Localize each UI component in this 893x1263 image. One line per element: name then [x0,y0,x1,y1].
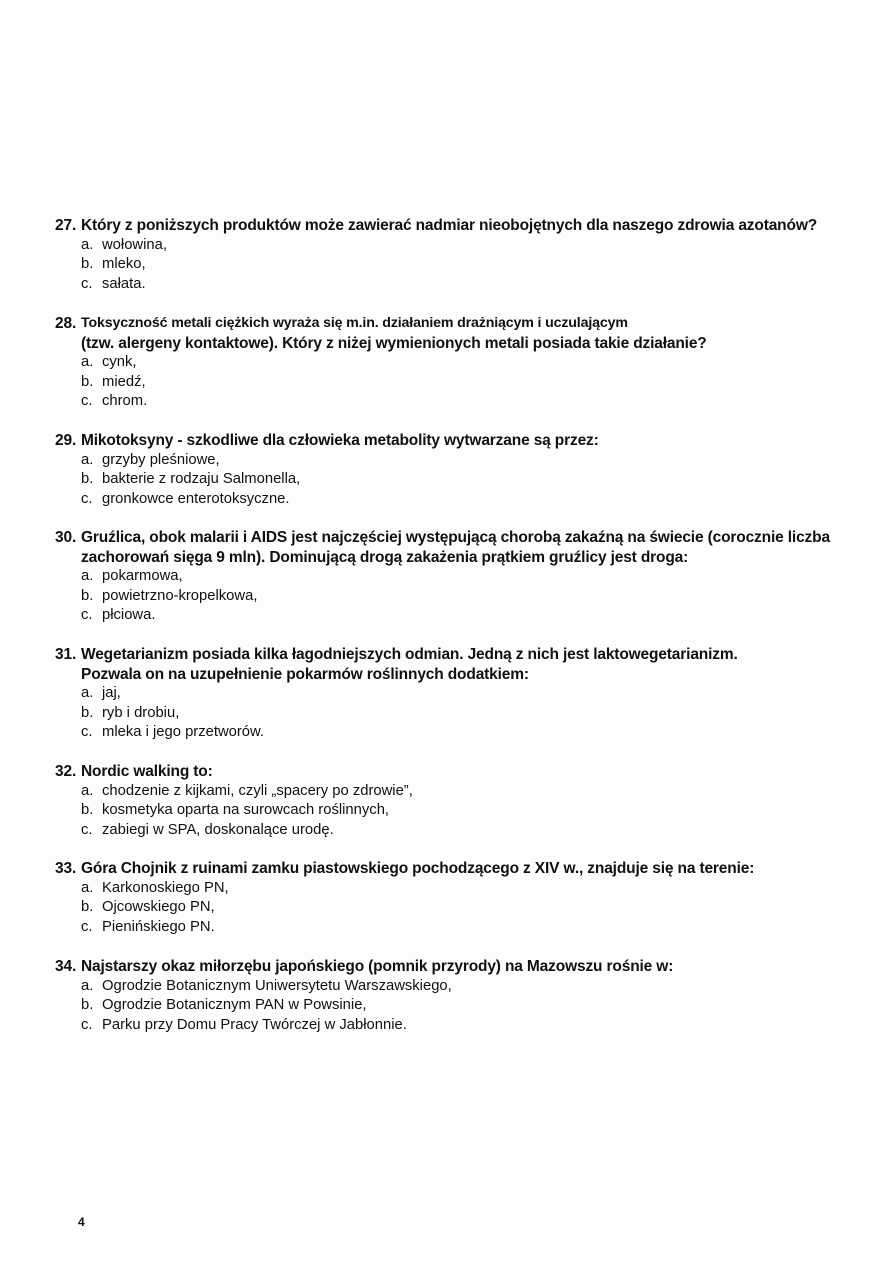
answer-options [81,684,845,743]
answer-option-c: c. gronkowce enterotoksyczne. [81,490,290,507]
answer-option-b: b. bakterie z rodzaju Salmonella, [81,471,301,487]
question-30 [55,528,845,626]
question-header [55,216,845,236]
answer-option-b: b. Ojcowskiego PN, [81,899,215,915]
answer-option-a: a. Karkonoskiego PN, [81,879,229,896]
answer-option-b: b. powietrzno-kropelkowa, [81,587,258,604]
question-text: Góra Chojnik z ruinami zamku piastowskiego pochodzącego z XIV w., znajduje się na terenie: [81,860,755,877]
question-header [55,762,845,782]
question-text: Nordic walking to: [81,763,213,780]
question-number: 30. [55,529,77,546]
question-number: 31. [55,646,77,663]
question-31 [55,645,845,743]
question-number: 33. [55,860,77,877]
question-27 [55,216,845,294]
answer-options [81,353,845,412]
question-text-line-2: Pozwala on na uzupełnienie pokarmów roślinnych dodatkiem: [81,665,529,683]
answer-option-a: a. wołowina, [81,236,167,253]
question-header [55,957,845,977]
answer-option-c: c. Pienińskiego PN. [81,918,215,935]
question-text: Mikotoksyny - szkodliwe dla człowieka metabolity wytwarzane są przez: [81,432,599,449]
answer-option-a: a. cynk, [81,354,137,370]
question-33 [55,859,845,937]
answer-option-c: c. Parku przy Domu Pracy Twórczej w Jabłonnie. [81,1016,407,1033]
answer-options [81,782,845,841]
answer-options [81,451,845,510]
answer-options [81,236,845,295]
question-number: 32. [55,763,77,780]
question-text-line-1: Toksyczność metali ciężkich wyraża się m.in. działaniem drażniącym i uczulającym [81,315,628,331]
question-number: 34. [55,958,77,975]
answer-option-b: b. miedź, [81,373,146,390]
answer-options [81,567,845,626]
answer-options [81,977,845,1036]
question-32 [55,762,845,840]
answer-option-a: a. grzyby pleśniowe, [81,451,220,468]
answer-option-b: b. Ogrodzie Botanicznym PAN w Powsinie, [81,997,367,1013]
answer-option-a: a. pokarmowa, [81,568,183,584]
question-34 [55,957,845,1035]
answer-option-b: b. mleko, [81,256,146,272]
question-number: 29. [55,432,77,449]
answer-option-b: b. kosmetyka oparta na surowcach roślinnych, [81,802,390,818]
answer-options [81,879,845,938]
answer-option-c: c. chrom. [81,393,148,409]
answer-option-c: c. sałata. [81,275,146,292]
question-29 [55,431,845,509]
answer-option-b: b. ryb i drobiu, [81,704,180,721]
question-text: Najstarszy okaz miłorzębu japońskiego (pomnik przyrody) na Mazowszu rośnie w: [81,958,674,975]
question-header [55,528,845,567]
question-header [55,859,845,879]
answer-option-a: a. Ogrodzie Botanicznym Uniwersytetu Warszawskiego, [81,977,452,994]
question-header [55,645,845,684]
question-text: Który z poniższych produktów może zawierać nadmiar nieobojętnych dla naszego zdrowia azotanów? [81,217,818,234]
answer-option-c: c. płciowa. [81,607,156,623]
question-header [55,431,845,451]
page-number: 4 [78,1215,85,1229]
question-28 [55,314,845,412]
question-number: 27. [55,217,77,234]
question-text-line-1: Gruźlica, obok malarii i AIDS jest najczęściej występującą chorobą zakaźną na świecie (corocznie liczba [81,529,830,546]
answer-option-c: c. mleka i jego przetworów. [81,724,265,740]
question-text-line-2: zachorowań sięga 9 mln). Dominującą drogą zakażenia prątkiem gruźlicy jest droga: [81,548,689,566]
question-header [55,314,845,353]
question-text-line-1: Wegetarianizm posiada kilka łagodniejszych odmian. Jedną z nich jest laktowegetarianizm. [81,646,738,663]
answer-option-a: a. chodzenie z kijkami, czyli „spacery po zdrowie”, [81,782,413,799]
question-number: 28. [55,315,77,332]
answer-option-c: c. zabiegi w SPA, doskonalące urodę. [81,821,334,838]
answer-option-a: a. jaj, [81,685,121,701]
question-text-line-2: (tzw. alergeny kontaktowe). Który z niżej wymienionych metali posiada takie działanie? [81,334,707,352]
